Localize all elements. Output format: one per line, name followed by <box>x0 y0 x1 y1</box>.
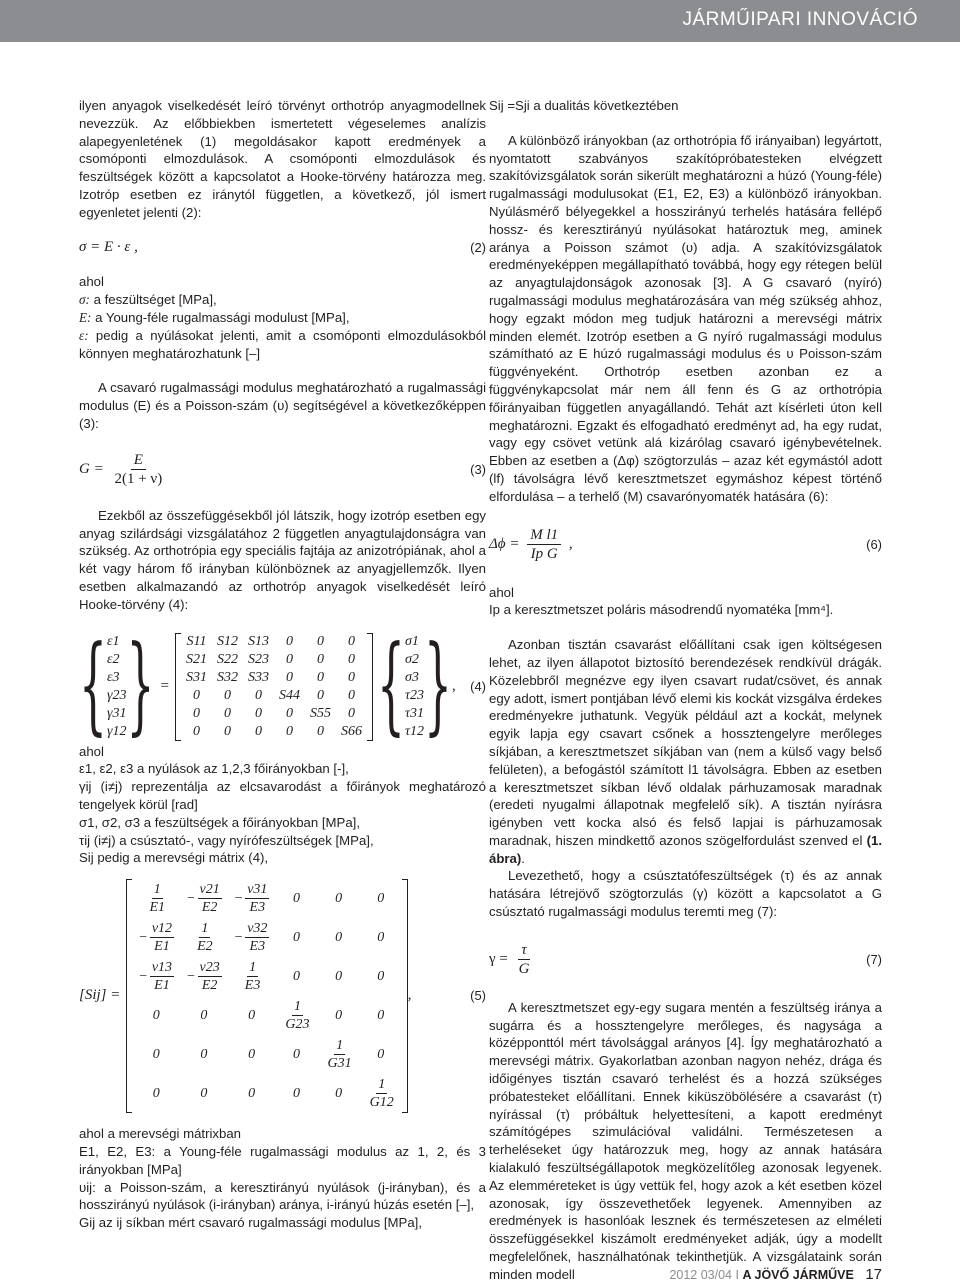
figure-reference: (1. ábra) <box>489 832 882 866</box>
matrix-cell: S32 <box>217 669 238 685</box>
equation-body <box>489 941 536 978</box>
label: ahol <box>79 743 104 759</box>
equation-number: (3) <box>470 461 486 477</box>
journal-title: JÁRMŰIPARI INNOVÁCIÓ <box>682 9 918 30</box>
matrix-cell: 0 <box>224 723 231 739</box>
paragraph: Levezethető, hogy a csúsztatófeszültségek (τ) és az annak hatására létrejövő szögtorzulás (γ) között a kapcsolatot a G csúsztató rugalmassági modulus teremti meg (7): <box>489 868 882 920</box>
equation-number: (4) <box>470 678 486 694</box>
equation-body <box>79 451 169 488</box>
matrix-cell: − $\frac{\nu 23}{E2}$ <box>186 960 220 994</box>
equation-number: (7) <box>866 951 882 967</box>
definition <box>79 291 486 309</box>
definition <box>79 327 486 363</box>
matrix-cell: 0 <box>200 1085 208 1101</box>
definition-text: a Young-féle rugalmassági modulust [MPa], <box>91 309 350 325</box>
vector-entry: τ23 <box>405 687 425 703</box>
matrix-cell: $\frac{1}{E1}$ <box>149 882 165 916</box>
matrix-cell: 0 <box>286 669 293 685</box>
matrix-cell: 0 <box>317 669 324 685</box>
definition-text: pedig a nyúlásokat jelenti, amit a csomóponti elmozdulásokból könnyen meghatározhatunk [–] <box>79 327 486 361</box>
comma: , <box>568 535 573 552</box>
equation-5 <box>79 876 486 1116</box>
label: ahol <box>489 584 514 600</box>
equation-body <box>489 526 573 563</box>
matrix-cell: − $\frac{\nu 21}{E2}$ <box>186 882 220 916</box>
equation-2 <box>79 239 486 257</box>
matrix-cell: − $\frac{\nu 12}{E1}$ <box>138 921 173 955</box>
paragraph: A csavaró rugalmassági modulus meghatározható a rugalmassági modulus (E) és a Poisson-szám (υ) segítségével a következőképpen (3): <box>79 380 486 431</box>
matrix-cell: 0 <box>348 633 355 649</box>
symbol: σ: <box>79 292 90 308</box>
page-footer <box>669 1266 882 1283</box>
equation-7 <box>489 938 882 982</box>
numerator: M l1 <box>527 526 561 545</box>
equation-lhs: Δϕ = <box>489 535 520 552</box>
matrix-cell: 0 <box>248 1085 256 1101</box>
matrix-cell: 0 <box>317 687 324 703</box>
matrix-cell: 0 <box>200 1007 208 1023</box>
matrix-cell: − $\frac{\nu 32}{E3}$ <box>233 921 268 955</box>
equation-3 <box>79 450 486 490</box>
definition: σ1, σ2, σ3 a feszültségek a főirányokban [MPa], <box>79 814 360 830</box>
numerator: τ <box>518 941 529 960</box>
fraction <box>527 526 561 563</box>
matrix-cell: 0 <box>224 687 231 703</box>
paragraph <box>489 636 882 867</box>
header-bar <box>0 0 960 42</box>
numerator: E <box>131 451 146 470</box>
denominator: G <box>518 961 530 978</box>
matrix-cell: 0 <box>335 1007 343 1023</box>
definition: Sij pedig a merevségi mátrix (4), <box>79 850 269 866</box>
matrix-cell: 0 <box>224 705 231 721</box>
matrix-cell: 0 <box>377 890 385 906</box>
matrix-cell: 0 <box>286 723 293 739</box>
matrix-cell: 0 <box>152 1085 160 1101</box>
vector-entry: σ1 <box>405 633 419 649</box>
matrix-cell: S22 <box>217 651 238 667</box>
equation-number: (5) <box>470 988 486 1004</box>
matrix-cell: 0 <box>248 1007 256 1023</box>
definition: γij (i≠j) reprezentálja az elcsavarodást a főirányok meghatározó tengelyek körül [rad] <box>79 779 486 812</box>
vector-entry: τ12 <box>405 723 425 739</box>
equation-lhs: G = <box>79 461 104 478</box>
paragraph: Ezekből az összefüggésekből jól látszik, hogy izotróp esetben egy anyag szilárdsági vizsgálatához 2 független anyagtulajdonságra van szükség. Az orthotrópia egy speciális fajtája az anizotrópiának, ahol a két vagy három fő irányban különböznek az anyagjellemzők. Ilyen esetben alkalmazandó az orthotróp anyagok viselkedését leíró Hooke-törvény (4): <box>79 507 486 612</box>
matrix-cell: S11 <box>186 633 207 649</box>
stress-vector <box>405 633 424 741</box>
label: ahol a merevségi mátrixban <box>79 1126 241 1142</box>
vector-entry: σ3 <box>405 669 419 685</box>
matrix-cell: 0 <box>255 687 262 703</box>
vector-entry: ε1 <box>107 633 120 649</box>
paragraph-text: Azonban tisztán csavarást előállítani csak igen költségesen lehet, az ilyen állapotot biztosító berendezések rendkívül drágák. Közelebbről megnézve egy ilyen csavart rudat/csövet, és annak egy adott, ismert pontjában lévő elemi kis kockát vizsgálva érdekes eredményekre juthatunk. Vegyük például azt a kockát, melynek egyik lapja egy csavart csőnek a hossztengelyre merőleges síkjában, a keresztmetszet síkjában van (nem a külső vagy belső felületen), a befogástól számított l1 távolságra. Ebben az esetben a keresztmetszet síkban lévő oldalak párhuzamosak maradnak (eredeti nyugalmi állapotnak megfelelő sík). A tisztán nyírásra igényben vett kocka alsó és felső lapjai is párhuzamosak maradnak, hiszen mindkettő azonos szögelfordulást szenved el <box>489 637 882 848</box>
matrix-cell: 0 <box>193 687 200 703</box>
paragraph: A különböző irányokban (az orthotrópia fő irányaiban) legyártott, nyomtatott szabványos szakítópróbatesteken elvégzett szakítóvizsgálatok során sikerült meghatározni a húzó (Young-féle) rugalmassági modulusokat (E1, E2, E3) a különböző irányokban. Nyúlásmérő bélyegekkel a hosszirányú terhelés hatására fellépő hossz- és keresztirányú nyúlásokat határoztuk meg, aminek aránya a Poisson számot (υ) adja. A szakítóvizsgálatok eredményeképpen megállapítható továbbá, hogy egy rétegen belül az anyagtulajdonságok azonosak [3]. A G csavaró (nyíró) rugalmassági modulus meghatározására van még szükség ahhoz, hogy egzakt módon meg tudjuk határozni a merevségi mátrix minden elemét. Izotróp esetben a G nyíró rugalmassági modulus számítható az E húzó rugalmassági modulus és υ Poisson-szám függvényeként. Orthotróp esetben azonban ez a függvénykapcsolat már nem áll fenn és G az orthotrópia főirányaiban független anyagállandó. Tehát azt kísérleti úton kell meghatározni. Egzakt és elfogadható eredményt ad, ha egy rudat, vagy egy csövet vetünk alá kizárólag csavaró igénybevételnek. Ebben az esetben a (Δφ) szögtorzulás – azaz két egymástól adott (lf) távolságra lévő keresztmetszet egymáshoz képest történő elfordulása – a terhelő (M) csavarónyomaték hatására (6): <box>489 132 882 504</box>
matrix-cell: 0 <box>200 1046 208 1062</box>
denominator: 2(1 + ν) <box>114 471 163 488</box>
matrix-cell: S55 <box>310 705 331 721</box>
vector-entry: γ12 <box>107 723 127 739</box>
matrix-cell: 0 <box>248 1046 256 1062</box>
matrix-cell: S12 <box>217 633 238 649</box>
magazine-brand: A JÖVŐ JÁRMŰVE <box>742 1268 854 1282</box>
paragraph: A keresztmetszet egy-egy sugara mentén a feszültség iránya a sugárra és a hossztengelyre merőleges, és nagysága a középponttól mért távolsággal arányos [4]. Így meghatározható a merevségi mátrix. Gyakorlatban azonban nagyon nehéz, drága és időigényes tisztán csavaró terhelést és a hozzá szükséges próbatesteket előállítani. Ennek kiküszöbölésére a csavarást (τ) nyírással (τ) próbáltuk helyettesíteni, a kapott eredményt számítógépes szimulációval validálni. Természetesen a terheléseket úgy határozzuk meg, hogy az annak hatására kialakuló feszültségállapotok megközelítőleg azonosak legyenek. Az elemméreteket is úgy vettük fel, hogy azok a két esetben közel azonosak, így összevethetőek legyenek. Amennyiben az eredmények is hasonlóak lesznek és természetesen az elméleti összefüggésekkel kiszámolt eredményeket adják, úgy a modellt megfelelőnek, használhatónak tekinthetjük. A vizsgálataink során minden modell <box>489 999 882 1282</box>
matrix-cell: 0 <box>317 723 324 739</box>
matrix-cell: S44 <box>279 687 300 703</box>
matrix-cell: 0 <box>335 1085 343 1101</box>
matrix-cell: S21 <box>186 651 207 667</box>
matrix-cell: 0 <box>286 651 293 667</box>
matrix-cell: 0 <box>377 968 385 984</box>
label: ahol <box>79 274 104 290</box>
equation-body: σ = E · ε , <box>79 238 138 255</box>
symbol: E: <box>79 309 92 325</box>
matrix-cell: $\frac{1}{E3}$ <box>244 960 261 994</box>
vector-entry: γ23 <box>107 687 127 703</box>
matrix-cell: S13 <box>248 633 269 649</box>
matrix-cell: 0 <box>348 651 355 667</box>
fraction <box>516 941 533 978</box>
definition: Gij az ij síkban mért csavaró rugalmassági modulus [MPa], <box>79 1215 423 1231</box>
matrix-cell: 0 <box>377 1046 385 1062</box>
equation-number: (6) <box>866 536 882 552</box>
denominator: Ip G <box>530 546 558 563</box>
matrix-cell: − $\frac{\nu 31}{E3}$ <box>233 882 268 916</box>
matrix-cell: 0 <box>292 1085 300 1101</box>
matrix-cell: 0 <box>335 929 343 945</box>
matrix-cell: 0 <box>193 723 200 739</box>
equation-6 <box>489 523 882 567</box>
definition: E1, E2, E3: a Young-féle rugalmassági modulus az 1, 2, és 3 irányokban [MPa] <box>79 1143 486 1177</box>
matrix-cell: $\frac{1}{G31}$ <box>327 1038 352 1072</box>
matrix-cell: 0 <box>348 705 355 721</box>
matrix-cell: 0 <box>377 1007 385 1023</box>
compliance-matrix <box>175 633 373 741</box>
equation-4: { ε1 ε2 ε3 γ23 γ31 γ12 } = S11 S12 S13 0 0 0 S21 S22 S23 0 0 0 S31 S32 S33 0 0 0 0 0 0 S44 0 0 0 0 0 0 S55 0 0 0 0 0 0 S66 { σ1 σ2 σ3 τ23 τ31 τ12 } , (4) <box>79 624 486 747</box>
matrix-cell: 0 <box>317 633 324 649</box>
matrix-cell: 0 <box>348 687 355 703</box>
matrix-cell: 0 <box>292 929 300 945</box>
vector-entry: τ31 <box>405 705 425 721</box>
matrix-cell: S31 <box>186 669 207 685</box>
equation-number: (2) <box>470 239 486 255</box>
equals-sign: = <box>160 677 169 694</box>
matrix-cell: 0 <box>292 968 300 984</box>
issue-date: 2012 03/04 I <box>669 1268 739 1282</box>
equation-lhs: [Sij] = <box>79 987 121 1004</box>
matrix-cell: 0 <box>292 890 300 906</box>
definition: τij (i≠j) a csúsztató-, vagy nyírófeszültségek [MPa], <box>79 832 374 848</box>
matrix-cell: S66 <box>341 723 362 739</box>
matrix-cell: S23 <box>248 651 269 667</box>
matrix-cell: 0 <box>152 1046 160 1062</box>
paragraph-end: . <box>521 850 525 866</box>
vector-entry: σ2 <box>405 651 419 667</box>
equation-lhs: γ = <box>489 951 508 968</box>
matrix-cell: S33 <box>248 669 269 685</box>
matrix-cell: 0 <box>193 705 200 721</box>
paragraph: ilyen anyagok viselkedését leíró törvényt orthotróp anyagmodellnek nevezzük. Az előbbiekben ismertetett végeselemes analízis alapegyenletének (1) megoldásakor kapott eredmények a csomóponti elmozdulások. A csomóponti elmozdulások és feszültségek között a kapcsolatot a Hooke-törvény határozza meg. Izotróp esetben ez iránytól független, a következő, jól ismert egyenletet jelenti (2): <box>79 98 486 220</box>
matrix-cell: 0 <box>317 651 324 667</box>
definition: Ip a keresztmetszet poláris másodrendű nyomatéka [mm⁴]. <box>489 602 834 618</box>
definition: υij: a Poisson-szám, a keresztirányú nyúlások (j-irányban), és a hosszirányú nyúlások (i-irányban) aránya, i-irányú húzás esetén [–], <box>79 1179 486 1213</box>
matrix-cell: 0 <box>292 1046 300 1062</box>
vector-entry: ε2 <box>107 651 120 667</box>
matrix-cell: 0 <box>255 723 262 739</box>
comma: , <box>407 987 412 1004</box>
matrix-cell: $\frac{1}{E2}$ <box>197 921 213 955</box>
vector-entry: γ31 <box>107 705 127 721</box>
definition: ε1, ε2, ε3 a nyúlások az 1,2,3 főirányokban [-], <box>79 761 349 777</box>
matrix-cell: 0 <box>348 669 355 685</box>
compliance-matrix-expanded <box>126 879 407 1113</box>
right-column <box>489 97 882 1284</box>
matrix-cell: 0 <box>152 1007 160 1023</box>
matrix-cell: − $\frac{\nu 13}{E1}$ <box>138 960 173 994</box>
matrix-cell: 0 <box>255 705 262 721</box>
matrix-cell: 0 <box>286 633 293 649</box>
paragraph: Sij =Sji a dualitás következtében <box>489 98 679 113</box>
matrix-cell: $\frac{1}{G23}$ <box>285 999 310 1033</box>
left-column <box>79 97 486 1232</box>
symbol: ε: <box>79 327 89 343</box>
matrix-cell: $\frac{1}{G12}$ <box>369 1077 394 1111</box>
comma: , <box>452 677 456 694</box>
vector-entry: ε3 <box>107 669 120 685</box>
page-number: 17 <box>865 1266 882 1283</box>
fraction <box>111 451 165 488</box>
matrix-cell: 0 <box>286 705 293 721</box>
definition-text: a feszültséget [MPa], <box>89 292 217 308</box>
strain-vector <box>107 633 127 741</box>
definition <box>79 309 486 327</box>
matrix-cell: 0 <box>377 929 385 945</box>
matrix-cell: 0 <box>335 968 343 984</box>
matrix-cell: 0 <box>335 890 343 906</box>
